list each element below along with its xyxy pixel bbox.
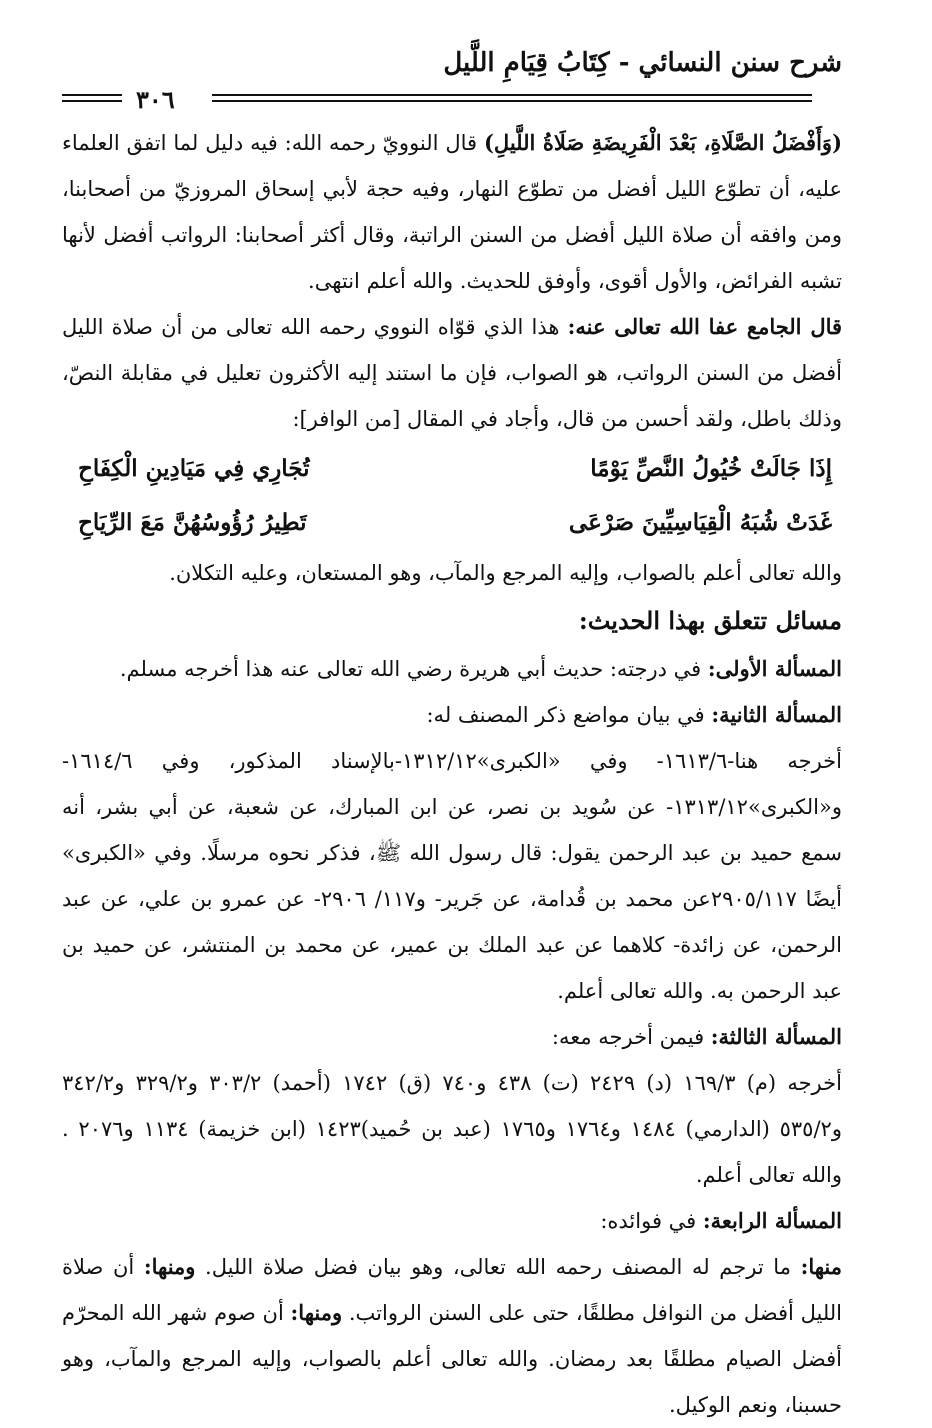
poem-line [62,496,842,550]
header-double-rule [212,94,812,102]
issues-heading: مسائل تتعلق بهذا الحديث: [578,606,842,635]
issue-2-lead: المسألة الثانية: [711,702,842,727]
issue-3-body: أخرجه (م) ١٦٩/٣ (د) ٢٤٢٩ (ت) ٤٣٨ و٧٤٠ (ق) ١٧٤٢ (أحمد) ٣٠٣/٢ و٣٢٩/٢ و٣٤٢/٢ و٥٣٥/٢ (الدارمي) ١٤٨٤ و١٧٦٤ و١٧٦٥ (عبد بن حُميد)١٤٢٣ (ابن خزيمة) ١١٣٤ و٢٠٧٦ . والله تعالى أعلم. [62,1071,842,1187]
running-title: شرح سنن النسائي - كِتَابُ قِيَامِ اللَّيل [443,48,842,78]
poem-hemistich: غَدَتْ شُبَهُ الْقِيَاسِيِّينَ صَرْعَى [568,509,832,536]
poem-hemistich: إِذَا جَالَتْ خُيُولُ النَّصِّ يَوْمًا [590,455,832,482]
page-header [62,48,842,120]
benefit-text: ما ترجم له المصنف رحمه الله تعالى، وهو بيان فضل صلاة الليل. [195,1255,801,1279]
book-page [62,48,842,1428]
issue-1-lead: المسألة الأولى: [707,656,842,681]
issue-3-title [62,1014,842,1060]
issue-4-title [62,1198,842,1244]
hadith-quote: (وَأَفْضَلُ الصَّلَاةِ، بَعْدَ الْفَرِيضَةِ صَلَاةُ اللَّيلِ) [484,130,843,155]
header-double-rule-left [62,94,122,102]
intro-text: قال النوويّ رحمه الله: فيه دليل لما اتفق العلماء عليه، أن تطوّع الليل أفضل من تطوّع النهار، وفيه حجة لأبي إسحاق المروزيّ من أصحابنا، ومن وافقه أن صلاة الليل أفضل من السنن الراتبة، وقال أكثر أصحابنا: الرواتب أفضل لأنها تشبه الفرائض، والأول أقوى، وأوفق للحديث. والله أعلم انتهى. [62,131,842,293]
intro-paragraph [62,120,842,304]
issue-2-body: أخرجه هنا-١٦١٣/٦- وفي «الكبرى»١٣١٢/١٢-بالإسناد المذكور، وفي ١٦١٤/٦- و«الكبرى»١٣١٣/١٢- عن سُويد بن نصر، عن ابن المبارك، عن شعبة، عن أبي بشر، أنه سمع حميد بن عبد الرحمن يقول: قال رسول الله ﷺ، فذكر نحوه مرسلًا. وفي «الكبرى» أيضًا ٢٩٠٥/١١٧عن محمد بن قُدامة، عن جَرير- و١١٧/ ٢٩٠٦- عن عمرو بن علي، عن عبد الرحمن، عن زائدة- كلاهما عن عبد الملك بن عمير، عن محمد بن المنتشر، عن حميد بن عبد الرحمن به. والله تعالى أعلم. [62,749,842,1003]
poem-hemistich: تُجَارِي فِي مَيَادِينِ الْكِفَاحِ [78,455,310,482]
benefit-lead: ومنها: [143,1254,196,1279]
benefit-lead: ومنها: [290,1300,343,1325]
issue-1-text: في درجته: حديث أبي هريرة رضي الله تعالى عنه هذا أخرجه مسلم. [119,657,708,681]
page-number: ٣٠٦ [126,86,185,114]
closing-paragraph: والله تعالى أعلم بالصواب، وإليه المرجع والمآب، وهو المستعان، وعليه التكلان. [169,561,842,585]
jami-paragraph [62,304,842,442]
issue-2-title [62,692,842,738]
poem [62,442,842,550]
issue-4-body [62,1244,842,1428]
issue-3-lead: المسألة الثالثة: [710,1024,842,1049]
poem-line [62,442,842,496]
issue-2-text: في بيان مواضع ذكر المصنف له: [426,703,712,727]
benefit-text: أن صلاة الليل أفضل من النوافل مطلقًا، حتى على السنن الرواتب. [62,1255,843,1325]
benefit-lead: منها: [800,1254,842,1279]
issue-1 [62,646,842,692]
jami-lead: قال الجامع عفا الله تعالى عنه: [567,314,843,339]
jami-text: هذا الذي قوّاه النووي رحمه الله تعالى من أن صلاة الليل أفضل من السنن الرواتب، هو الصواب، فإن ما استند إليه الأكثرون تعليل في مقابلة النصّ، وذلك باطل، ولقد أحسن من قال، وأجاد في المقال [من الوافر]: [62,315,842,431]
issue-4-lead: المسألة الرابعة: [702,1208,842,1233]
benefit-text: أن صوم شهر الله المحرّم أفضل الصيام مطلقًا بعد رمضان. والله تعالى أعلم بالصواب، وإليه المرجع والمآب، وهو حسبنا، ونعم الوكيل. [62,1301,842,1417]
poem-hemistich: تَطِيرُ رُؤُوسُهُنَّ مَعَ الرِّيَاحِ [78,509,307,536]
issue-3-text: فيمن أخرجه معه: [551,1025,711,1049]
issue-4-text: في فوائده: [600,1209,703,1233]
